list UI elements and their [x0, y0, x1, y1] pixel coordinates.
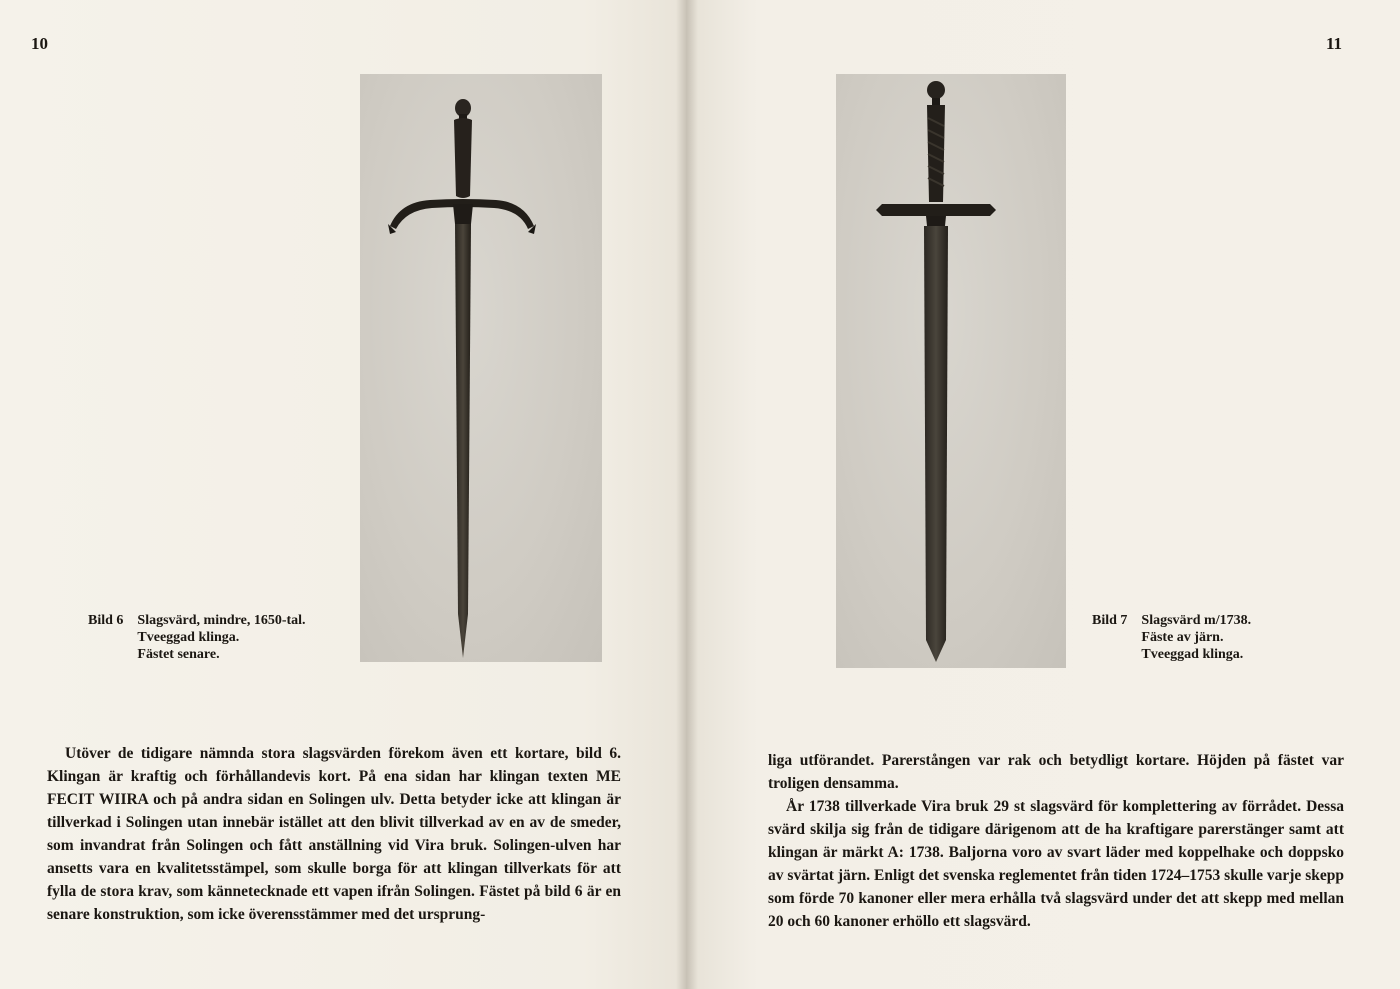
- left-body-text: [47, 742, 621, 926]
- sword-illustration-bild-7: [836, 74, 1066, 668]
- book-gutter: [676, 0, 698, 989]
- right-body-text: [768, 749, 1344, 933]
- caption-line: Tveeggad klinga.: [1141, 647, 1244, 662]
- sword-photo-bild-7: [836, 74, 1066, 668]
- sword-illustration-bild-6: [360, 74, 602, 662]
- sword-photo-bild-6: [360, 74, 602, 662]
- left-page: [0, 0, 686, 989]
- caption-label: Bild 6: [88, 613, 124, 628]
- caption-line: Fästet senare.: [137, 647, 220, 662]
- page-number-left: 10: [31, 34, 48, 53]
- paragraph: liga utförandet. Parerstången var rak och betydligt kortare. Höjden på fästet var troligen densamma.: [768, 752, 1344, 792]
- caption-bild-7: [1092, 612, 1251, 663]
- caption-line: Slagsvärd, mindre, 1650-tal.: [137, 613, 306, 628]
- right-page: [686, 0, 1400, 989]
- caption-line: Tveeggad klinga.: [137, 630, 240, 645]
- page-number-right: 11: [1326, 34, 1343, 53]
- caption-line: Fäste av järn.: [1141, 630, 1224, 645]
- bleed-through-text: [30, 72, 317, 164]
- paragraph: Utöver de tidigare nämnda stora slagsvärden förekom även ett kortare, bild 6. Klingan är kraftig och förhållandevis kort. På ena sidan har klingan texten ME FECIT WIIRA och på andra sidan en Solingen ulv. Detta betyder icke att klingan är tillverkad i Solingen utan innebär istället att den blivit tillverkad av en av de smeder, som invandrat från Solingen och fått anställning vid Vira bruk. Solingen-ulven har ansetts vara en kvalitetsstämpel, som skulle borga för att klingan tillverkats för att fylla de stora krav, som kännetecknade ett vapen ifrån Solingen. Fästet på bild 6 är en senare konstruktion, som icke överensstämmer med det ursprung-: [47, 745, 621, 923]
- caption-bild-6: [88, 612, 306, 663]
- paragraph: År 1738 tillverkade Vira bruk 29 st slagsvärd för komplettering av förrådet. Dessa svärd skilja sig från de tidigare därigenom att de ha kraftigare parerstänger samt att klingan är märkt A: 1738. Baljorna voro av svart läder med koppelhake och doppsko av svärtat järn. Enligt det svenska reglementet från tiden 1724–1753 skulle varje skepp som förde 70 kanoner eller mera erhålla två slagsvärd under det att skepp med mellan 20 och 60 kanoner erhöllo ett slagsvärd.: [768, 798, 1344, 930]
- caption-line: Slagsvärd m/1738.: [1141, 613, 1252, 628]
- caption-label: Bild 7: [1092, 613, 1128, 628]
